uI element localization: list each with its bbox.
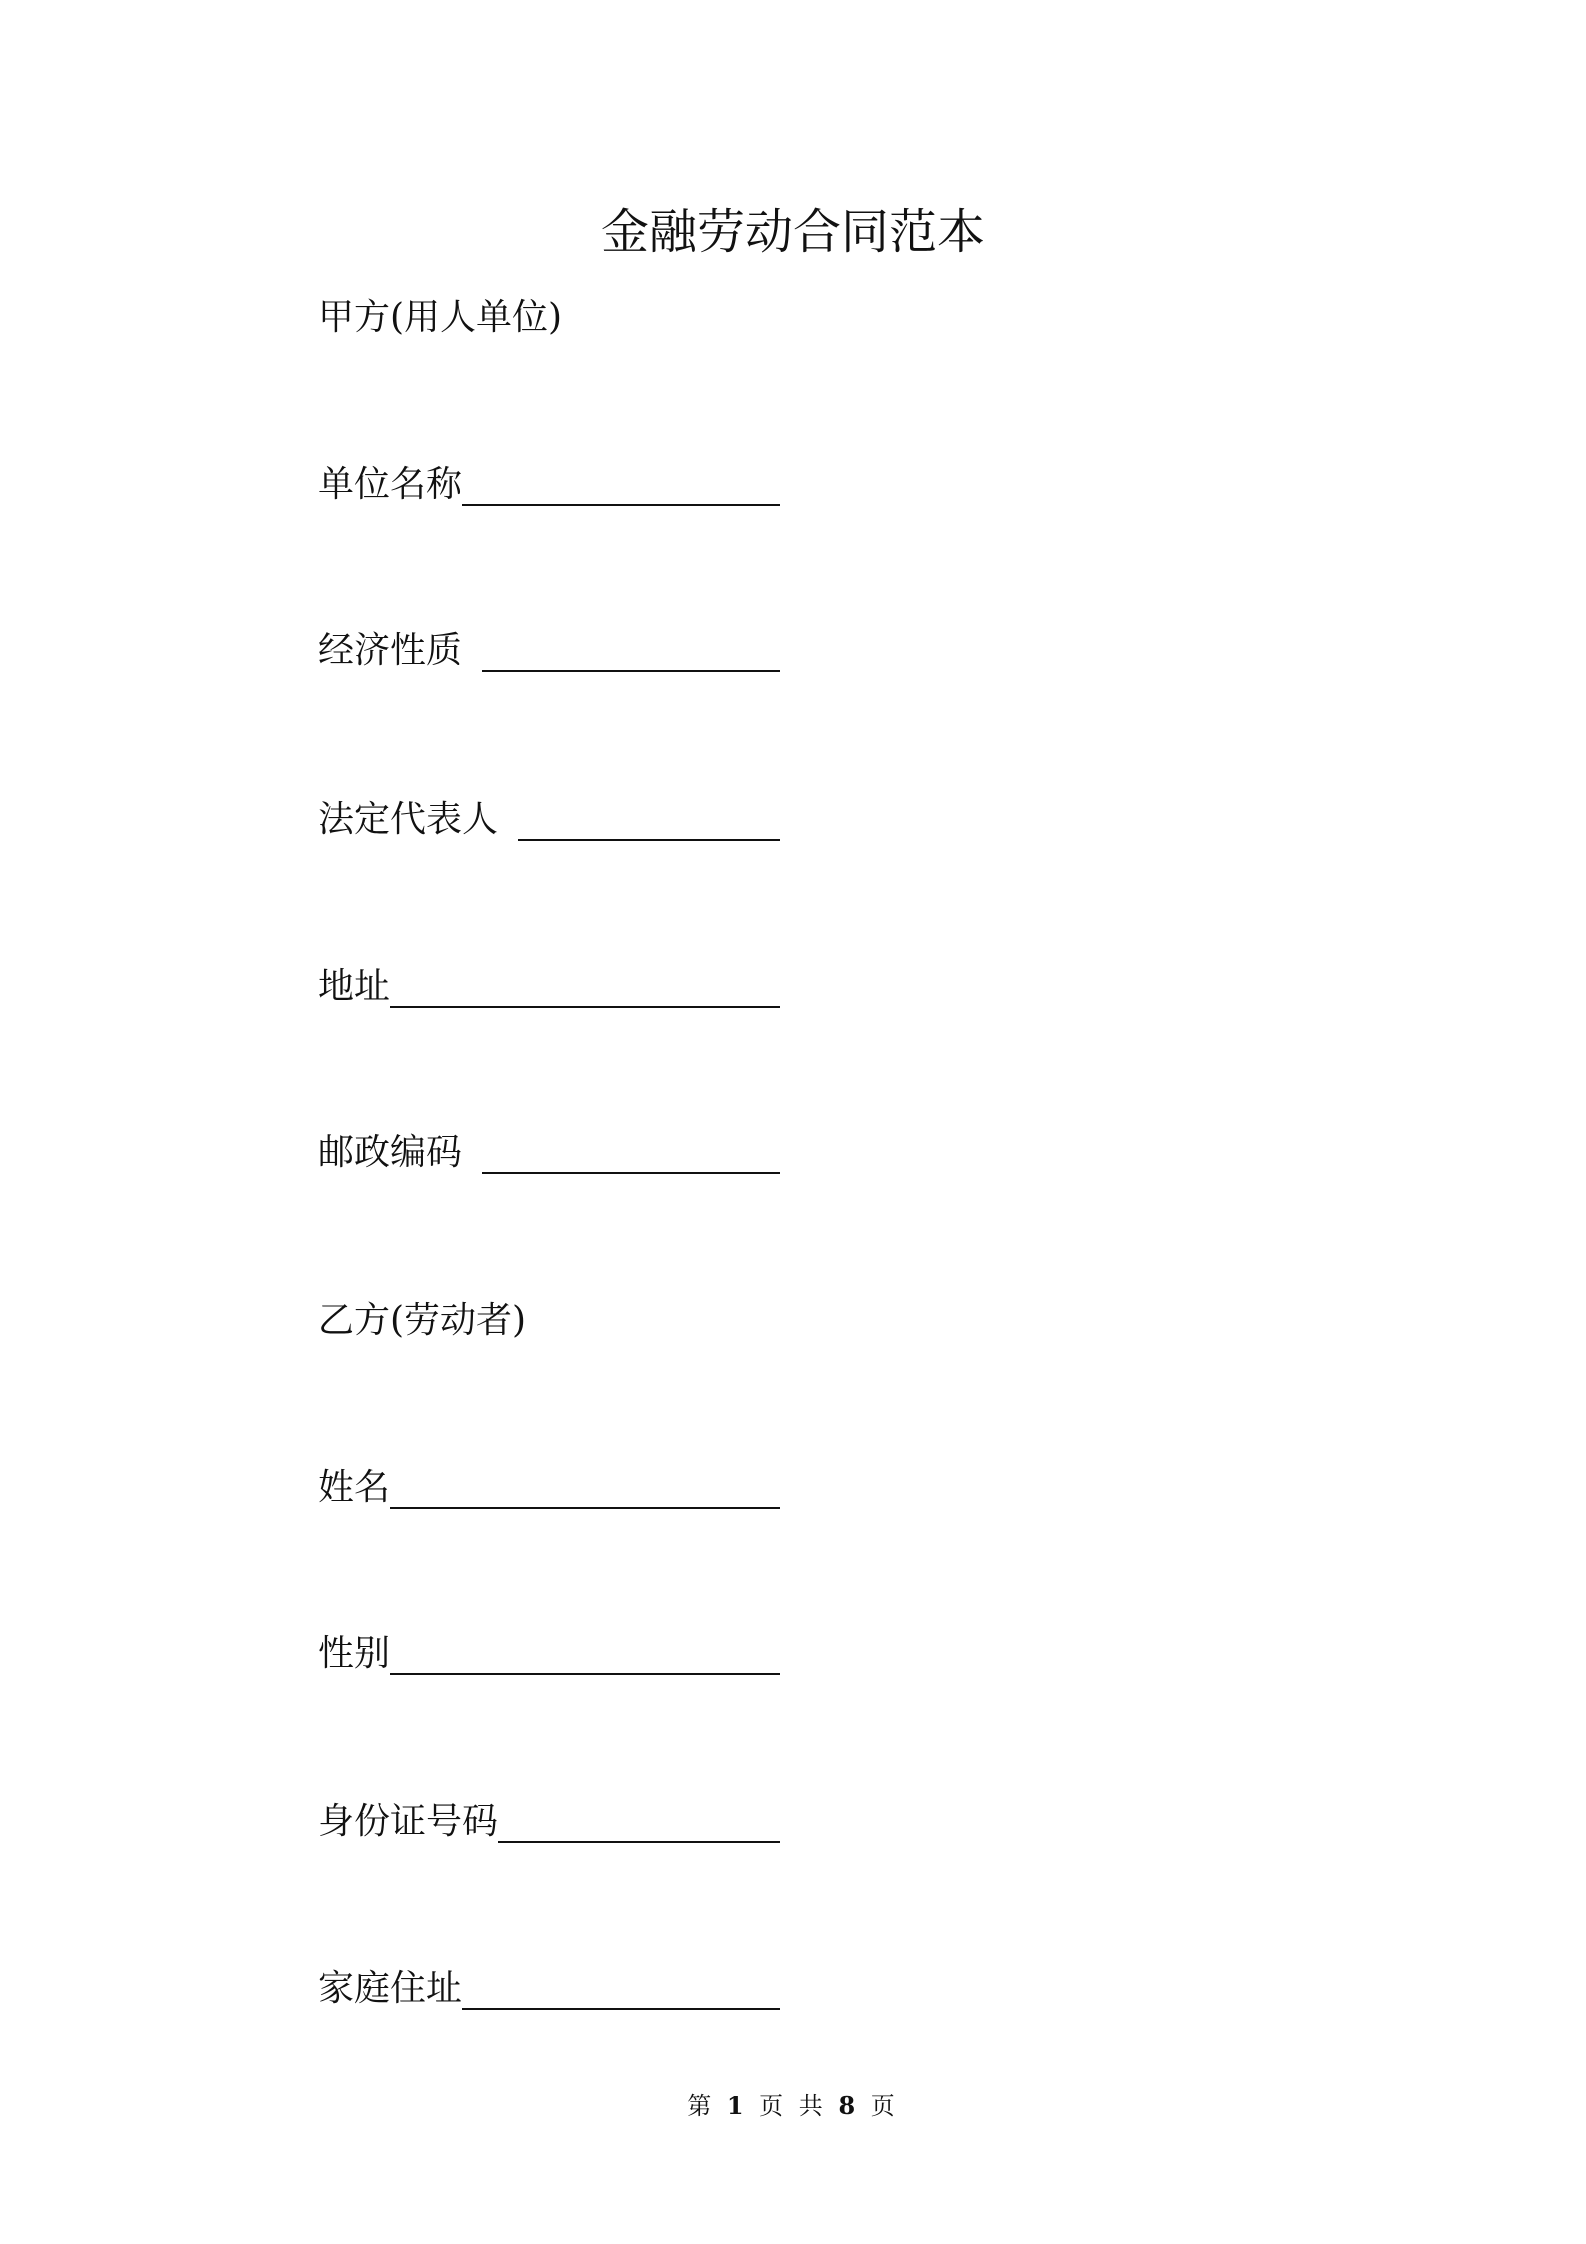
fill-in-blank[interactable] [390, 964, 780, 1008]
field-label: 邮政编码 [318, 1132, 463, 1173]
field-label: 经济性质 [318, 630, 463, 671]
field-economic-nature [318, 626, 780, 676]
field-home-address [318, 1964, 780, 2014]
field-label: 单位名称 [318, 464, 463, 505]
footer-prefix: 第 [687, 2092, 716, 2120]
field-label: 地址 [318, 966, 391, 1007]
fill-in-blank[interactable] [462, 1966, 780, 2010]
fill-in-blank[interactable] [518, 797, 780, 841]
document-title: 金融劳动合同范本 [600, 204, 985, 260]
total-page-count: 8 [838, 2091, 860, 2120]
fill-in-blank[interactable] [390, 1465, 780, 1509]
field-label: 法定代表人 [318, 799, 499, 840]
field-name [318, 1463, 780, 1513]
field-id-number [318, 1797, 780, 1847]
fill-in-blank[interactable] [482, 628, 780, 672]
footer-suffix: 页 [870, 2092, 899, 2120]
field-label: 姓名 [318, 1467, 391, 1508]
field-label: 身份证号码 [318, 1801, 499, 1842]
party-b-heading: 乙方(劳动者) [318, 1300, 527, 1341]
fill-in-blank[interactable] [498, 1799, 780, 1843]
footer-middle: 页 共 [759, 2092, 827, 2120]
field-label: 家庭住址 [318, 1968, 463, 2009]
field-gender [318, 1629, 780, 1679]
field-address [318, 962, 780, 1012]
field-postal-code [318, 1128, 780, 1178]
fill-in-blank[interactable] [482, 1130, 780, 1174]
page-footer [0, 2090, 1586, 2122]
party-a-heading: 甲方(用人单位) [318, 297, 563, 338]
field-legal-representative [318, 795, 780, 845]
field-company-name [318, 460, 780, 510]
fill-in-blank[interactable] [390, 1631, 780, 1675]
field-label: 性别 [318, 1633, 391, 1674]
current-page-number: 1 [726, 2091, 748, 2120]
fill-in-blank[interactable] [462, 462, 780, 506]
